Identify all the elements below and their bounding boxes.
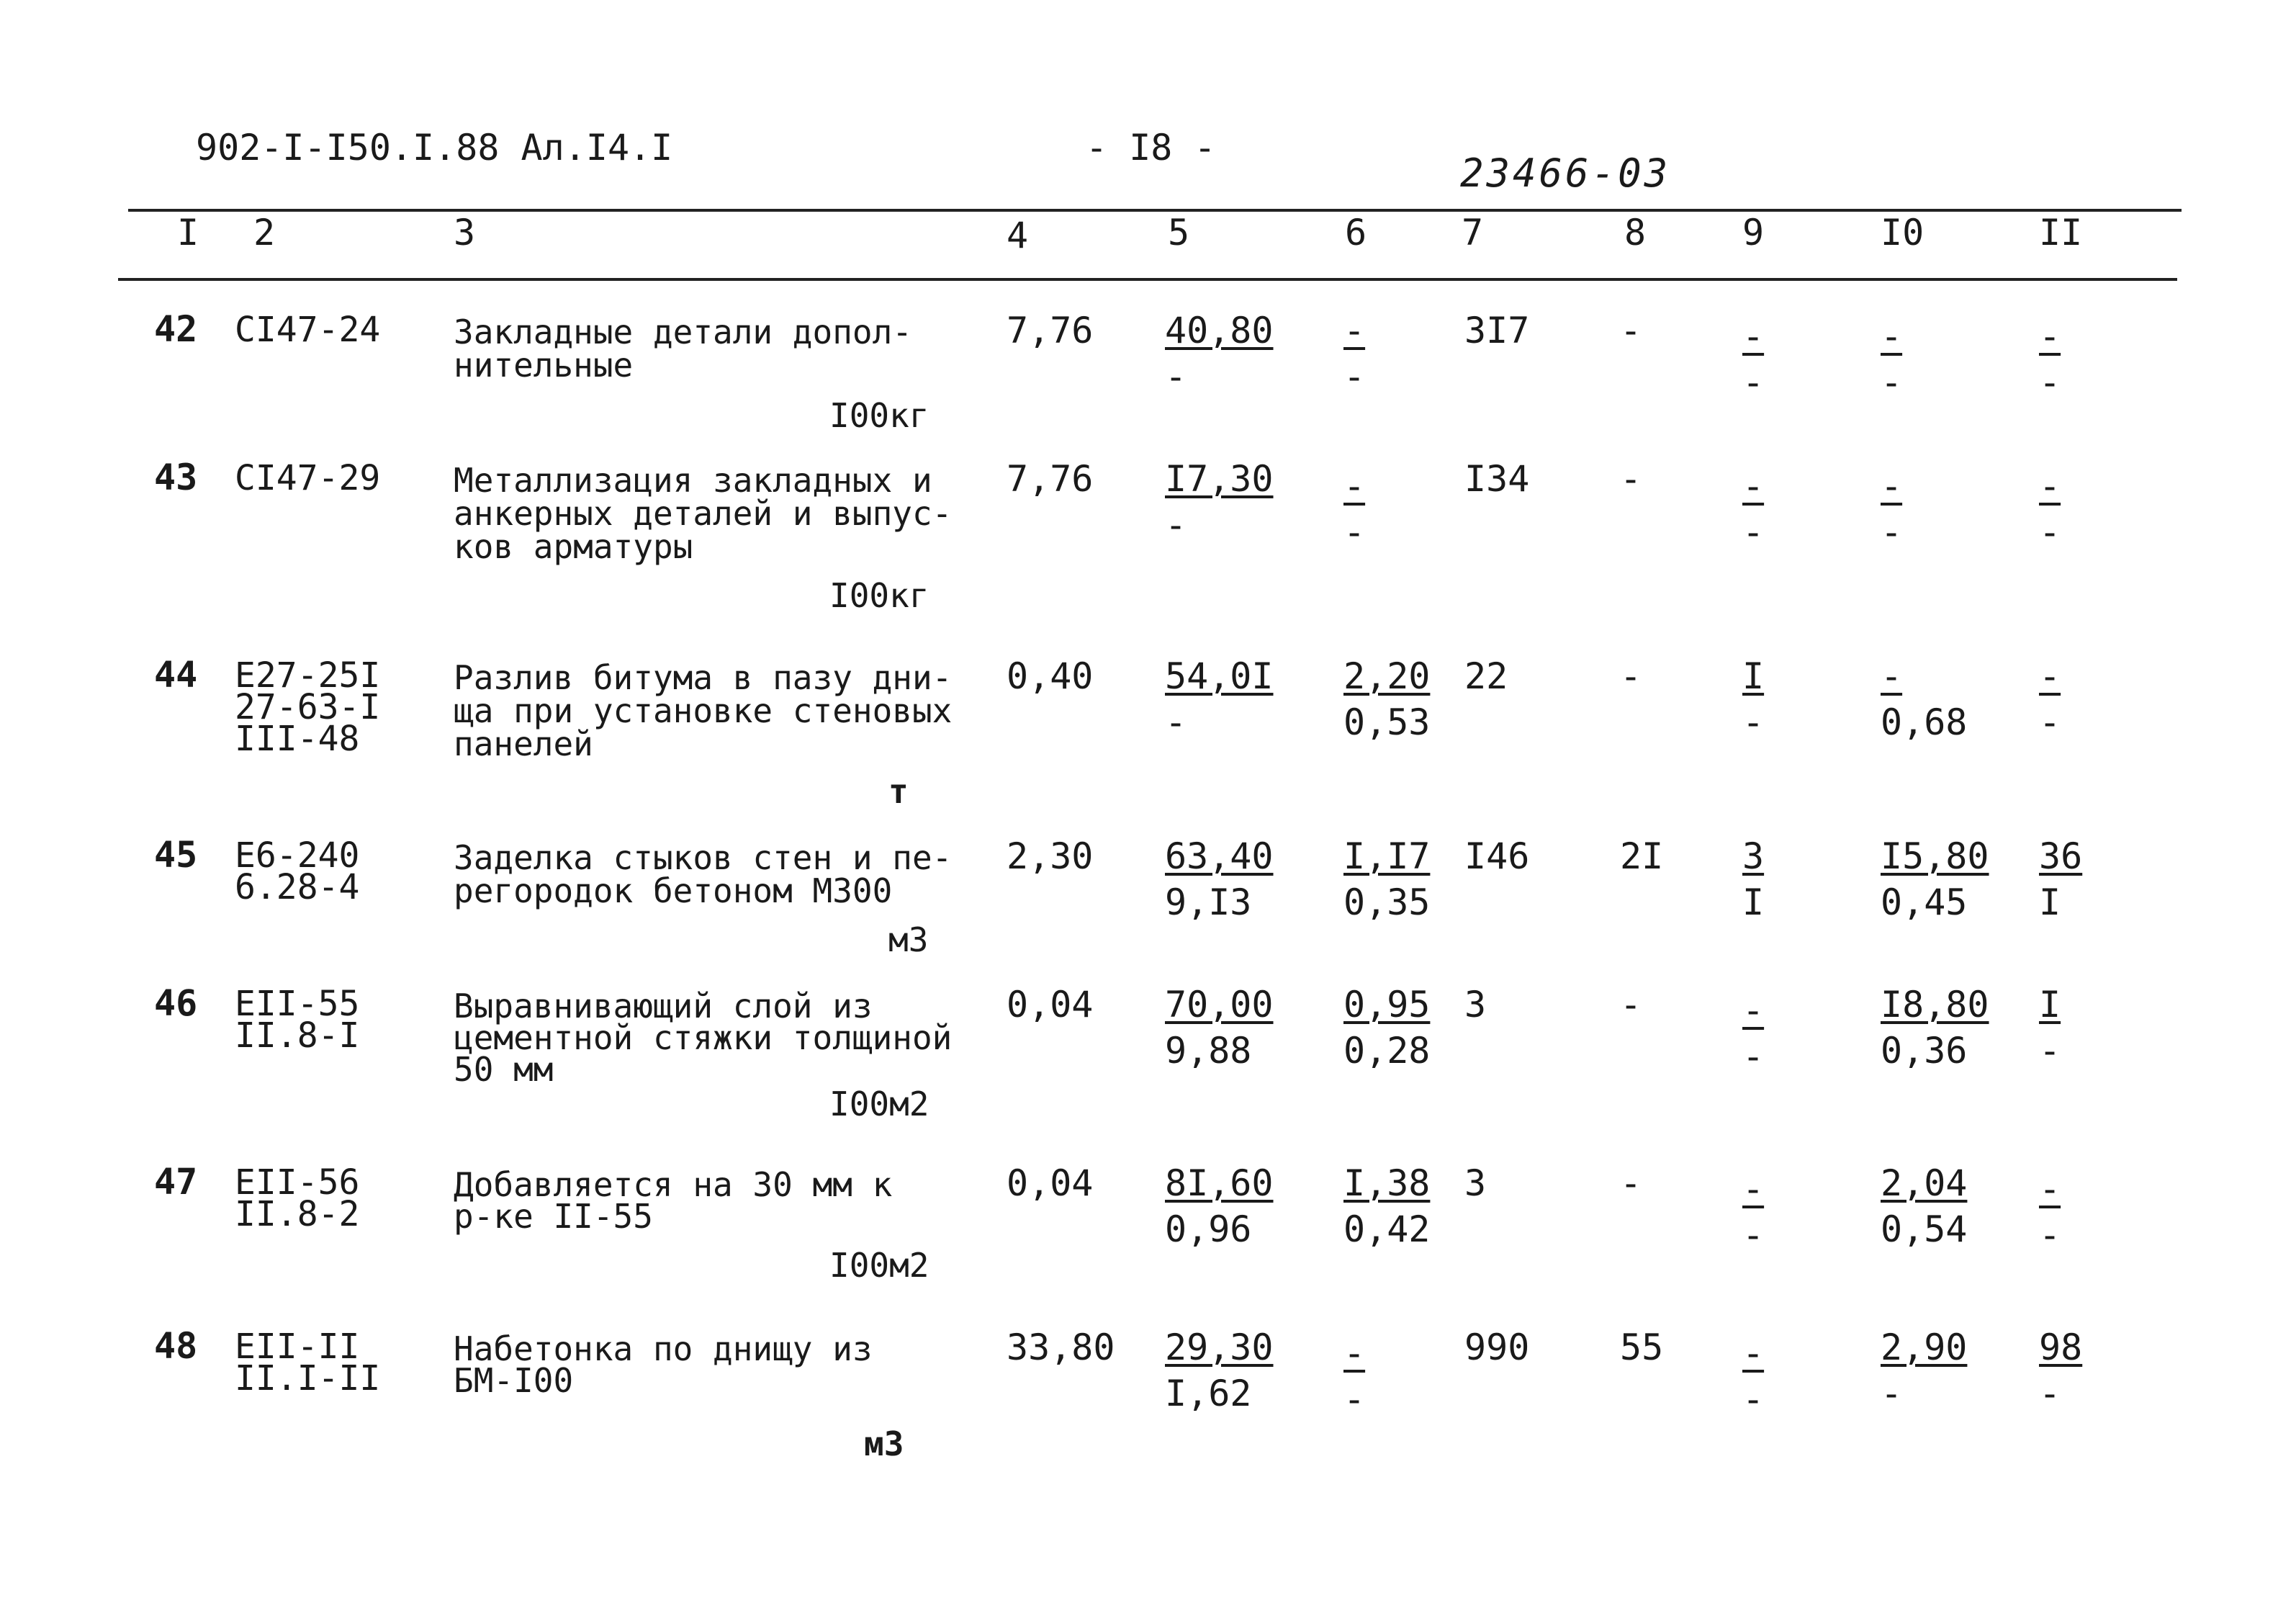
header-top-rule [128,209,2182,212]
work-description: нительные [454,346,634,385]
rate-code: E6-240 [235,835,360,876]
row-number: 47 [154,1161,198,1203]
col-header-11: II [2039,212,2083,253]
rate-code: 6.28-4 [235,867,360,907]
work-description: панелей [454,724,593,763]
cell-col7: 3 [1464,1162,1487,1204]
work-description: БМ-I00 [454,1361,574,1400]
cell-col9: - - [1742,465,1765,553]
cell-col5: $\frac{70,00}{9,88}$ [1165,984,1274,1072]
cell-col5: $\frac{29,30}{I,62}$ [1165,1327,1274,1414]
quantity: 7,76 [1007,310,1094,351]
unit-of-measure: м3 [864,1424,904,1463]
work-description: р-ке II-55 [454,1197,653,1236]
cell-col9: - - [1742,989,1765,1077]
work-description: Разлив битума в пазу дни- [454,658,953,697]
cell-col5: 54,0I - [1165,655,1274,743]
cell-col10: $\frac{2,04}{0,54}$ [1881,1162,1968,1250]
page-number: - I8 - [1086,127,1216,169]
rate-code: EII-55 [235,984,360,1024]
cell-col6: $\frac{2,20}{0,53}$ [1343,655,1431,743]
cell-col10: - - [1881,465,1903,553]
col-header-9: 9 [1742,212,1765,253]
col-header-3: 3 [454,212,476,253]
cell-col8: 55 [1620,1327,1664,1368]
row-number: 45 [154,834,198,876]
header-bottom-rule [118,278,2177,281]
work-description: Выравнивающий слой из [454,987,873,1025]
cell-col7: 990 [1464,1327,1530,1368]
cell-col6: $\frac{0,95}{0,28}$ [1343,984,1431,1072]
cell-col9: $\frac{3}{I}$ [1742,835,1765,923]
row-number: 48 [154,1325,198,1367]
cell-col10: - 0,68 [1881,655,1968,743]
archive-stamp-number: 23466-03 [1460,151,1671,196]
cell-col10: 2,90 - [1881,1327,1968,1414]
cell-col9: - - [1742,1332,1765,1420]
cell-col6: $\frac{I,38}{0,42}$ [1343,1162,1431,1250]
col-header-2: 2 [253,212,276,253]
col-header-8: 8 [1624,212,1647,253]
cell-col7: 3 [1464,984,1487,1025]
work-description: Набетонка по днищу из [454,1329,873,1368]
cell-col11: - - [2039,315,2061,403]
cell-col5: I7,30 - [1165,458,1274,546]
rate-code: CI47-29 [235,458,381,498]
cell-col11: I - [2039,984,2061,1072]
unit-of-measure: I00кг [829,576,929,615]
work-description: цементной стяжки толщиной [454,1018,953,1057]
col-header-1: I [177,212,199,253]
cell-col6: - - [1343,465,1366,553]
quantity: 33,80 [1007,1327,1115,1368]
rate-code: III-48 [235,719,360,759]
rate-code: II.8-I [235,1015,360,1056]
cell-col5: $\frac{8I,60}{0,96}$ [1165,1162,1274,1250]
unit-of-measure: I00м2 [829,1246,929,1285]
rate-code: CI47-24 [235,310,381,350]
work-description: 50 мм [454,1050,554,1089]
cell-col10: - - [1881,315,1903,403]
col-header-4: 4 [1007,215,1029,256]
row-number: 44 [154,654,198,696]
quantity: 2,30 [1007,835,1094,877]
col-header-10: I0 [1881,212,1924,253]
cell-col9: - - [1742,1168,1765,1256]
unit-of-measure: I00кг [829,396,929,435]
work-description: Металлизация закладных и [454,461,932,500]
unit-of-measure: т [888,772,909,811]
work-description: ков арматуры [454,527,693,566]
row-number: 46 [154,982,198,1024]
work-description: Добавляется на 30 мм к [454,1165,893,1204]
cell-col8: - [1620,458,1642,500]
cell-col8: - [1620,984,1642,1025]
rate-code: II.I-II [235,1358,381,1399]
rate-code: 27-63-I [235,687,381,727]
rate-code: EII-II [235,1327,360,1367]
cell-col11: 98 - [2039,1327,2083,1414]
cell-col7: I34 [1464,458,1530,500]
work-description: анкерных деталей и выпус- [454,494,953,533]
cell-col7: 3I7 [1464,310,1530,351]
cell-col8: - [1620,310,1642,351]
cell-col5: 40,80 - [1165,310,1274,398]
cell-col10: $\frac{I5,80}{0,45}$ [1881,835,1989,923]
cell-col5: $\frac{63,40}{9,I3}$ [1165,835,1274,923]
unit-of-measure: м3 [888,920,929,959]
cell-col8: 2I [1620,835,1664,877]
rate-code: EII-56 [235,1162,360,1203]
row-number: 43 [154,457,198,498]
cell-col6: - - [1343,1332,1366,1420]
quantity: 7,76 [1007,458,1094,500]
rate-code: II.8-2 [235,1194,360,1234]
cell-col9: I - [1742,655,1765,743]
cell-col6: $\frac{I,I7}{0,35}$ [1343,835,1431,923]
cell-col9: - - [1742,315,1765,403]
work-description: Закладные детали допол- [454,313,912,351]
cell-col6: - - [1343,310,1366,398]
unit-of-measure: I00м2 [829,1085,929,1123]
quantity: 0,40 [1007,655,1094,697]
cell-col7: 22 [1464,655,1508,697]
cell-col11: - - [2039,655,2061,743]
document-reference: 902-I-I50.I.88 Ал.I4.I [196,127,673,169]
work-description: регородок бетоном М300 [454,871,893,910]
rate-code: E27-25I [235,655,381,696]
col-header-5: 5 [1168,212,1190,253]
row-number: 42 [154,308,198,350]
cell-col10: $\frac{I8,80}{0,36}$ [1881,984,1989,1072]
col-header-7: 7 [1462,212,1484,253]
cell-col8: - [1620,1162,1642,1204]
quantity: 0,04 [1007,984,1094,1025]
cell-col11: - - [2039,1168,2061,1256]
col-header-6: 6 [1345,212,1367,253]
cell-col11: $\frac{36}{I}$ [2039,835,2083,923]
cell-col7: I46 [1464,835,1530,877]
cell-col11: - - [2039,465,2061,553]
quantity: 0,04 [1007,1162,1094,1204]
work-description: Заделка стыков стен и пе- [454,838,953,877]
cell-col8: - [1620,655,1642,697]
work-description: ща при установке стеновых [454,691,953,730]
